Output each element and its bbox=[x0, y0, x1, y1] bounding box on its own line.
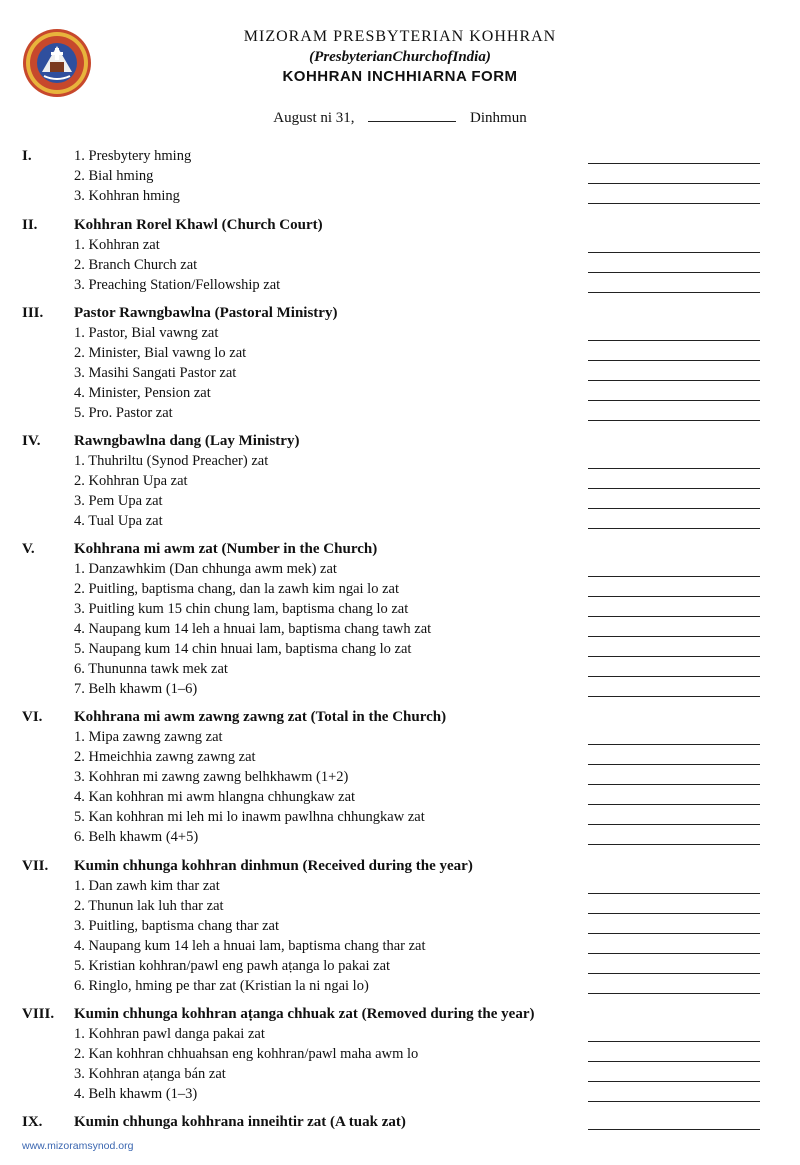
form-item-label: 6. Ringlo, hming pe thar zat (Kristian la ni ngai lo) bbox=[74, 978, 369, 994]
form-item-label: 4. Kan kohhran mi awm hlangna chhungkaw zat bbox=[74, 789, 356, 805]
answer-blank-field[interactable] bbox=[588, 1080, 760, 1082]
form-item-label: 4. Minister, Pension zat bbox=[74, 385, 211, 401]
form-item-label: 3. Masihi Sangati Pastor zat bbox=[74, 365, 237, 381]
answer-blank-field[interactable] bbox=[588, 507, 760, 509]
answer-blank-field[interactable] bbox=[588, 162, 760, 164]
form-item-label: 6. Thununna tawk mek zat bbox=[74, 661, 228, 677]
form-item-label: 3. Preaching Station/Fellowship zat bbox=[74, 277, 281, 293]
section-number: III. bbox=[22, 305, 44, 321]
org-subtitle: (PresbyterianChurchofIndia) bbox=[309, 49, 491, 65]
section-number: IX. bbox=[22, 1114, 43, 1130]
section-title: Kohhran Rorel Khawl (Church Court) bbox=[74, 217, 323, 233]
answer-blank-field[interactable] bbox=[588, 251, 760, 253]
form-item-label: 1. Kohhran pawl danga pakai zat bbox=[74, 1026, 265, 1042]
answer-blank-field[interactable] bbox=[588, 843, 760, 845]
answer-blank-field[interactable] bbox=[588, 655, 760, 657]
date-blank-field[interactable] bbox=[368, 109, 456, 122]
answer-blank-field[interactable] bbox=[588, 1128, 760, 1130]
form-item-label: 1. Presbytery hming bbox=[74, 148, 192, 164]
answer-blank-field[interactable] bbox=[588, 763, 760, 765]
section-title: Kohhrana mi awm zawng zawng zat (Total in the Church) bbox=[74, 709, 447, 725]
section-title: Kumin chhunga kohhrana inneihtir zat (A tuak zat) bbox=[74, 1114, 406, 1130]
answer-blank-field[interactable] bbox=[588, 952, 760, 954]
form-item-label: 3. Puitling, baptisma chang thar zat bbox=[74, 918, 279, 934]
form-item-label: 5. Pro. Pastor zat bbox=[74, 405, 173, 421]
section-title: Pastor Rawngbawlna (Pastoral Ministry) bbox=[74, 305, 338, 321]
section-number: V. bbox=[22, 541, 35, 557]
section-number: IV. bbox=[22, 433, 41, 449]
form-item-label: 6. Belh khawm (4+5) bbox=[74, 829, 199, 845]
answer-blank-field[interactable] bbox=[588, 595, 760, 597]
answer-blank-field[interactable] bbox=[588, 992, 760, 994]
answer-blank-field[interactable] bbox=[588, 635, 760, 637]
form-item-label: 1. Thuhriltu (Synod Preacher) zat bbox=[74, 453, 269, 469]
form-item-label: 1. Kohhran zat bbox=[74, 237, 160, 253]
answer-blank-field[interactable] bbox=[588, 527, 760, 529]
form-item-label: 5. Naupang kum 14 chin hnuai lam, baptisma chang lo zat bbox=[74, 641, 412, 657]
form-item-label: 2. Puitling, baptisma chang, dan la zawh kim ngai lo zat bbox=[74, 581, 399, 597]
form-title: KOHHRAN INCHHIARNA FORM bbox=[282, 68, 518, 85]
form-item-label: 2. Bial hming bbox=[74, 168, 154, 184]
section-number: II. bbox=[22, 217, 38, 233]
form-item-label: 7. Belh khawm (1–6) bbox=[74, 681, 198, 697]
answer-blank-field[interactable] bbox=[588, 912, 760, 914]
answer-blank-field[interactable] bbox=[588, 271, 760, 273]
section-number: VI. bbox=[22, 709, 43, 725]
answer-blank-field[interactable] bbox=[588, 1060, 760, 1062]
form-item-label: 3. Kohhran hming bbox=[74, 188, 180, 204]
answer-blank-field[interactable] bbox=[588, 339, 760, 341]
form-item-label: 1. Danzawhkim (Dan chhunga awm mek) zat bbox=[74, 561, 337, 577]
answer-blank-field[interactable] bbox=[588, 932, 760, 934]
date-line bbox=[0, 109, 800, 127]
answer-blank-field[interactable] bbox=[588, 202, 760, 204]
answer-blank-field[interactable] bbox=[588, 467, 760, 469]
section-number: I. bbox=[22, 148, 32, 164]
section-title: Kumin chhunga kohhran dinhmun (Received during the year) bbox=[74, 858, 473, 874]
form-item-label: 1. Dan zawh kim thar zat bbox=[74, 878, 220, 894]
form-item-label: 1. Pastor, Bial vawng zat bbox=[74, 325, 219, 341]
form-item-label: 4. Belh khawm (1–3) bbox=[74, 1086, 198, 1102]
section-number: VII. bbox=[22, 858, 49, 874]
form-item-label: 3. Puitling kum 15 chin chung lam, baptisma chang lo zat bbox=[74, 601, 409, 617]
date-suffix: Dinhmun bbox=[470, 110, 527, 126]
org-name: MIZORAM PRESBYTERIAN KOHHRAN bbox=[243, 28, 557, 45]
section-title: Kumin chhunga kohhran aṭanga chhuak zat (Removed during the year) bbox=[74, 1006, 535, 1022]
form-item-label: 4. Tual Upa zat bbox=[74, 513, 163, 529]
form-item-label: 3. Kohhran aṭanga bán zat bbox=[74, 1066, 226, 1082]
section-title: Rawngbawlna dang (Lay Ministry) bbox=[74, 433, 300, 449]
answer-blank-field[interactable] bbox=[588, 487, 760, 489]
answer-blank-field[interactable] bbox=[588, 575, 760, 577]
answer-blank-field[interactable] bbox=[588, 743, 760, 745]
answer-blank-field[interactable] bbox=[588, 675, 760, 677]
form-item-label: 3. Kohhran mi zawng zawng belhkhawm (1+2) bbox=[74, 769, 349, 785]
form-item-label: 2. Thunun lak luh thar zat bbox=[74, 898, 224, 914]
answer-blank-field[interactable] bbox=[588, 695, 760, 697]
website-url: www.mizoramsynod.org bbox=[22, 1140, 134, 1152]
form-item-label: 2. Kan kohhran chhuahsan eng kohhran/pawl maha awm lo bbox=[74, 1046, 419, 1062]
answer-blank-field[interactable] bbox=[588, 291, 760, 293]
answer-blank-field[interactable] bbox=[588, 1040, 760, 1042]
section-title: Kohhrana mi awm zat (Number in the Church) bbox=[74, 541, 378, 557]
form-item-label: 4. Naupang kum 14 leh a hnuai lam, baptisma chang tawh zat bbox=[74, 621, 432, 637]
form-item-label: 4. Naupang kum 14 leh a hnuai lam, baptisma chang thar zat bbox=[74, 938, 426, 954]
answer-blank-field[interactable] bbox=[588, 892, 760, 894]
answer-blank-field[interactable] bbox=[588, 1100, 760, 1102]
form-item-label: 2. Minister, Bial vawng lo zat bbox=[74, 345, 247, 361]
answer-blank-field[interactable] bbox=[588, 972, 760, 974]
form-item-label: 5. Kan kohhran mi leh mi lo inawm pawlhna chhungkaw zat bbox=[74, 809, 425, 825]
form-item-label: 1. Mipa zawng zawng zat bbox=[74, 729, 223, 745]
form-item-label: 3. Pem Upa zat bbox=[74, 493, 163, 509]
answer-blank-field[interactable] bbox=[588, 359, 760, 361]
date-prefix: August ni 31, bbox=[273, 110, 355, 126]
answer-blank-field[interactable] bbox=[588, 615, 760, 617]
form-item-label: 2. Hmeichhia zawng zawng zat bbox=[74, 749, 256, 765]
answer-blank-field[interactable] bbox=[588, 379, 760, 381]
form-item-label: 2. Kohhran Upa zat bbox=[74, 473, 188, 489]
answer-blank-field[interactable] bbox=[588, 399, 760, 401]
section-number: VIII. bbox=[22, 1006, 55, 1022]
answer-blank-field[interactable] bbox=[588, 182, 760, 184]
form-item-label: 2. Branch Church zat bbox=[74, 257, 198, 273]
answer-blank-field[interactable] bbox=[588, 419, 760, 421]
answer-blank-field[interactable] bbox=[588, 783, 760, 785]
answer-blank-field[interactable] bbox=[588, 823, 760, 825]
form-item-label: 5. Kristian kohhran/pawl eng pawh aṭanga lo pakai zat bbox=[74, 958, 391, 974]
answer-blank-field[interactable] bbox=[588, 803, 760, 805]
